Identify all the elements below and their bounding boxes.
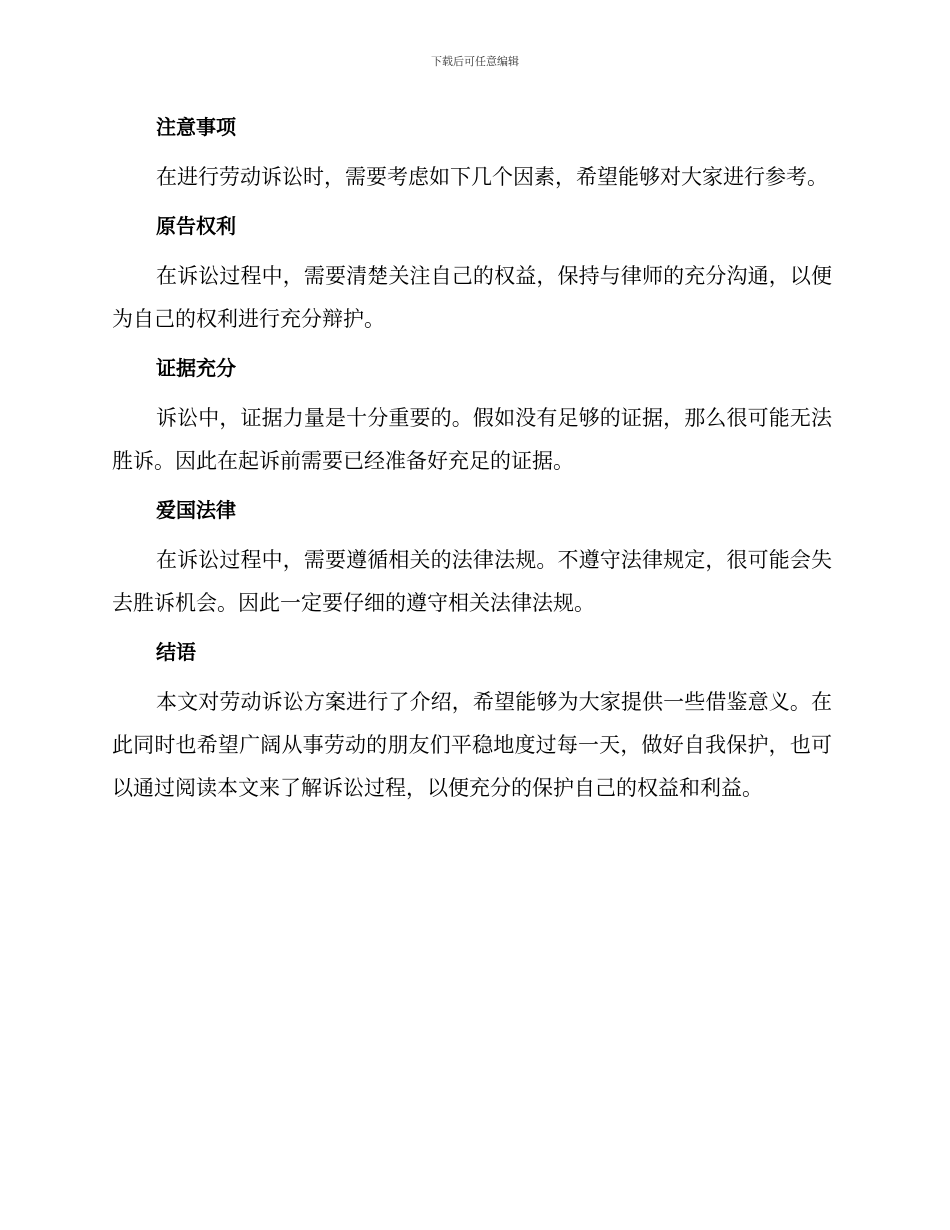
- section-heading: 爱国法律: [156, 498, 236, 522]
- section-heading: 结语: [156, 640, 196, 664]
- section-notes: [112, 108, 832, 199]
- section-heading: 证据充分: [156, 356, 236, 380]
- section-heading: 注意事项: [156, 115, 236, 139]
- section-conclusion: [112, 633, 832, 810]
- section-law: [112, 491, 832, 625]
- section-paragraph: 在进行劳动诉讼时，需要考虑如下几个因素，希望能够对大家进行参考。: [156, 165, 828, 189]
- section-heading: 原告权利: [156, 214, 236, 238]
- section-paragraph: 在诉讼过程中，需要清楚关注自己的权益，保持与律师的充分沟通，以便为自己的权利进行充分辩护。: [112, 264, 832, 331]
- document-body: [112, 108, 832, 818]
- page-header: 下载后可任意编辑: [431, 55, 519, 68]
- section-paragraph: 诉讼中，证据力量是十分重要的。假如没有足够的证据，那么很可能无法胜诉。因此在起诉前需要已经准备好充足的证据。: [112, 406, 832, 473]
- section-paragraph: 本文对劳动诉讼方案进行了介绍，希望能够为大家提供一些借鉴意义。在此同时也希望广阔从事劳动的朋友们平稳地度过每一天，做好自我保护，也可以通过阅读本文来了解诉讼过程，以便充分的保护自己的权益和利益。: [112, 690, 832, 800]
- section-evidence: [112, 349, 832, 483]
- section-paragraph: 在诉讼过程中，需要遵循相关的法律法规。不遵守法律规定，很可能会失去胜诉机会。因此一定要仔细的遵守相关法律法规。: [112, 548, 832, 615]
- section-plaintiff-rights: [112, 207, 832, 341]
